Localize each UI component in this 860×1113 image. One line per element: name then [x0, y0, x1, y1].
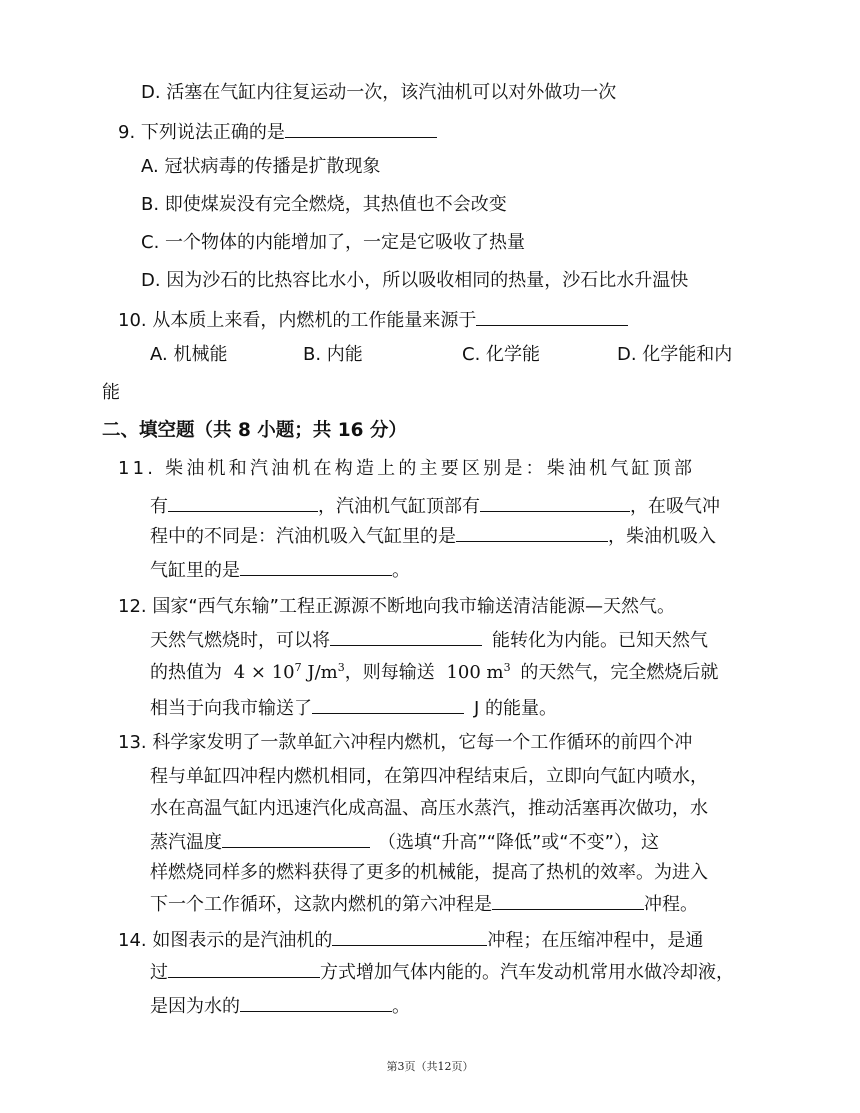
q12-heat-unit-exponent: 3 — [337, 661, 345, 674]
q13-text-b: （选填“升高”“降低”或“不变”），这 — [378, 832, 659, 853]
q9-option-b: B. 即使煤炭没有完全燃烧，其热值也不会改变 — [141, 194, 507, 215]
q9-option-c: C. 一个物体的内能增加了，一定是它吸收了热量 — [141, 232, 526, 253]
q12-text-g: J 的能量。 — [474, 698, 558, 719]
q11-line-4 — [150, 556, 410, 584]
q10-stem — [118, 306, 628, 334]
q11-text-a: 有 — [150, 496, 168, 517]
q10-option-c: C. 化学能 — [462, 344, 541, 365]
q11-text-c: ，在吸气冲 — [630, 496, 720, 517]
q10-option-d: D. 化学能和内 — [617, 344, 733, 365]
q12-text-e: 的天然气，完全燃烧后就 — [520, 662, 719, 683]
q13-text-c: 下一个工作循环，这款内燃机的第六冲程是 — [150, 894, 492, 915]
q13-line-2: 程与单缸四冲程内燃机相同，在第四冲程结束后，立即向气缸内喷水， — [150, 766, 708, 787]
page-footer: 第3页（共12页） — [386, 1060, 474, 1073]
q14-line-2 — [150, 958, 734, 986]
q11-blank-1 — [168, 492, 318, 512]
q11-text-b: ，汽油机气缸顶部有 — [318, 496, 480, 517]
q12-heat-value — [234, 662, 345, 683]
q13-text-a: 蒸汽温度 — [150, 832, 222, 853]
q12-heat-number: 4 × 10 — [233, 662, 295, 683]
q12-heat-exponent: 7 — [294, 661, 302, 674]
q11-blank-2 — [480, 492, 630, 512]
q14-line-3 — [150, 992, 410, 1020]
q12-text-b: 能转化为内能。已知天然气 — [492, 630, 708, 651]
q13-line-5: 样燃烧同样多的燃料获得了更多的机械能，提高了热机的效率。为进入 — [150, 862, 708, 883]
q11-line-1-text: 11. 柴油机和汽油机在构造上的主要区别是：柴油机气缸顶部 — [118, 458, 696, 479]
q9-stem-text: 9. 下列说法正确的是 — [118, 122, 285, 143]
q11-text-d: 程中的不同是：汽油机吸入气缸里的是 — [150, 526, 456, 547]
q12-blank-1 — [330, 626, 482, 646]
q12-line-2 — [150, 626, 708, 654]
q9-option-a: A. 冠状病毒的传播是扩散现象 — [141, 156, 381, 177]
q11-text-e: ，柴油机吸入 — [608, 526, 716, 547]
q14-blank-1 — [332, 926, 487, 946]
q12-volume-value: 100 m — [446, 662, 504, 683]
q14-text-e: 是因为水的 — [150, 996, 240, 1017]
q11-blank-3 — [456, 522, 608, 542]
q12-text-c: 的热值为 — [150, 662, 222, 683]
q11-text-f: 气缸里的是 — [150, 560, 240, 581]
q12-text-a: 天然气燃烧时，可以将 — [150, 630, 330, 651]
q12-text-f: 相当于向我市输送了 — [150, 698, 312, 719]
q12-blank-2 — [312, 694, 464, 714]
q11-line-2 — [150, 492, 720, 520]
section-2-title: 二、填空题（共 8 小题；共 16 分） — [102, 420, 407, 441]
q9-stem — [118, 118, 437, 146]
q14-text-f: 。 — [392, 996, 410, 1017]
q13-blank-2 — [492, 890, 644, 910]
q14-blank-3 — [240, 992, 392, 1012]
q14-line-1 — [118, 926, 703, 954]
q10-answer-blank — [476, 306, 628, 326]
q13-line-1: 13. 科学家发明了一款单缸六冲程内燃机，它每一个工作循环的前四个冲 — [118, 732, 693, 753]
q10-stem-text: 10. 从本质上来看，内燃机的工作能量来源于 — [118, 310, 477, 331]
q13-line-4 — [150, 828, 659, 856]
q11-line-3 — [150, 522, 716, 550]
q11-text-g: 。 — [392, 560, 410, 581]
q13-line-3: 水在高温气缸内迅速汽化成高温、高压水蒸汽，推动活塞再次做功，水 — [150, 798, 708, 819]
q12-line-1: 12. 国家“西气东输”工程正源源不断地向我市输送清洁能源—天然气。 — [118, 596, 675, 617]
q12-line-3 — [150, 660, 718, 686]
q10-option-d-continued: 能 — [102, 382, 120, 403]
q8-option-d: D. 活塞在气缸内往复运动一次，该汽油机可以对外做功一次 — [141, 82, 617, 103]
q14-text-b: 冲程；在压缩冲程中，是通 — [487, 930, 704, 951]
q12-line-4 — [150, 694, 557, 722]
q11-line-1 — [118, 456, 760, 482]
q11-blank-4 — [240, 556, 392, 576]
q14-blank-2 — [168, 958, 320, 978]
q10-option-a: A. 机械能 — [150, 344, 228, 365]
q12-volume-exponent: 3 — [503, 661, 511, 674]
q14-text-d: 方式增加气体内能的。汽车发动机常用水做冷却液， — [320, 962, 734, 983]
q14-text-a: 14. 如图表示的是汽油机的 — [118, 930, 333, 951]
q12-heat-unit: J/m — [307, 662, 338, 683]
q13-blank-1 — [222, 828, 370, 848]
q13-line-6 — [150, 890, 698, 918]
q9-option-d: D. 因为沙石的比热容比水小，所以吸收相同的热量，沙石比水升温快 — [141, 270, 689, 291]
q12-text-d: ，则每输送 — [344, 662, 435, 683]
q12-volume — [446, 662, 510, 683]
q10-option-b: B. 内能 — [303, 344, 363, 365]
q9-answer-blank — [285, 118, 437, 138]
q14-text-c: 过 — [150, 962, 168, 983]
q13-text-d: 冲程。 — [644, 894, 698, 915]
